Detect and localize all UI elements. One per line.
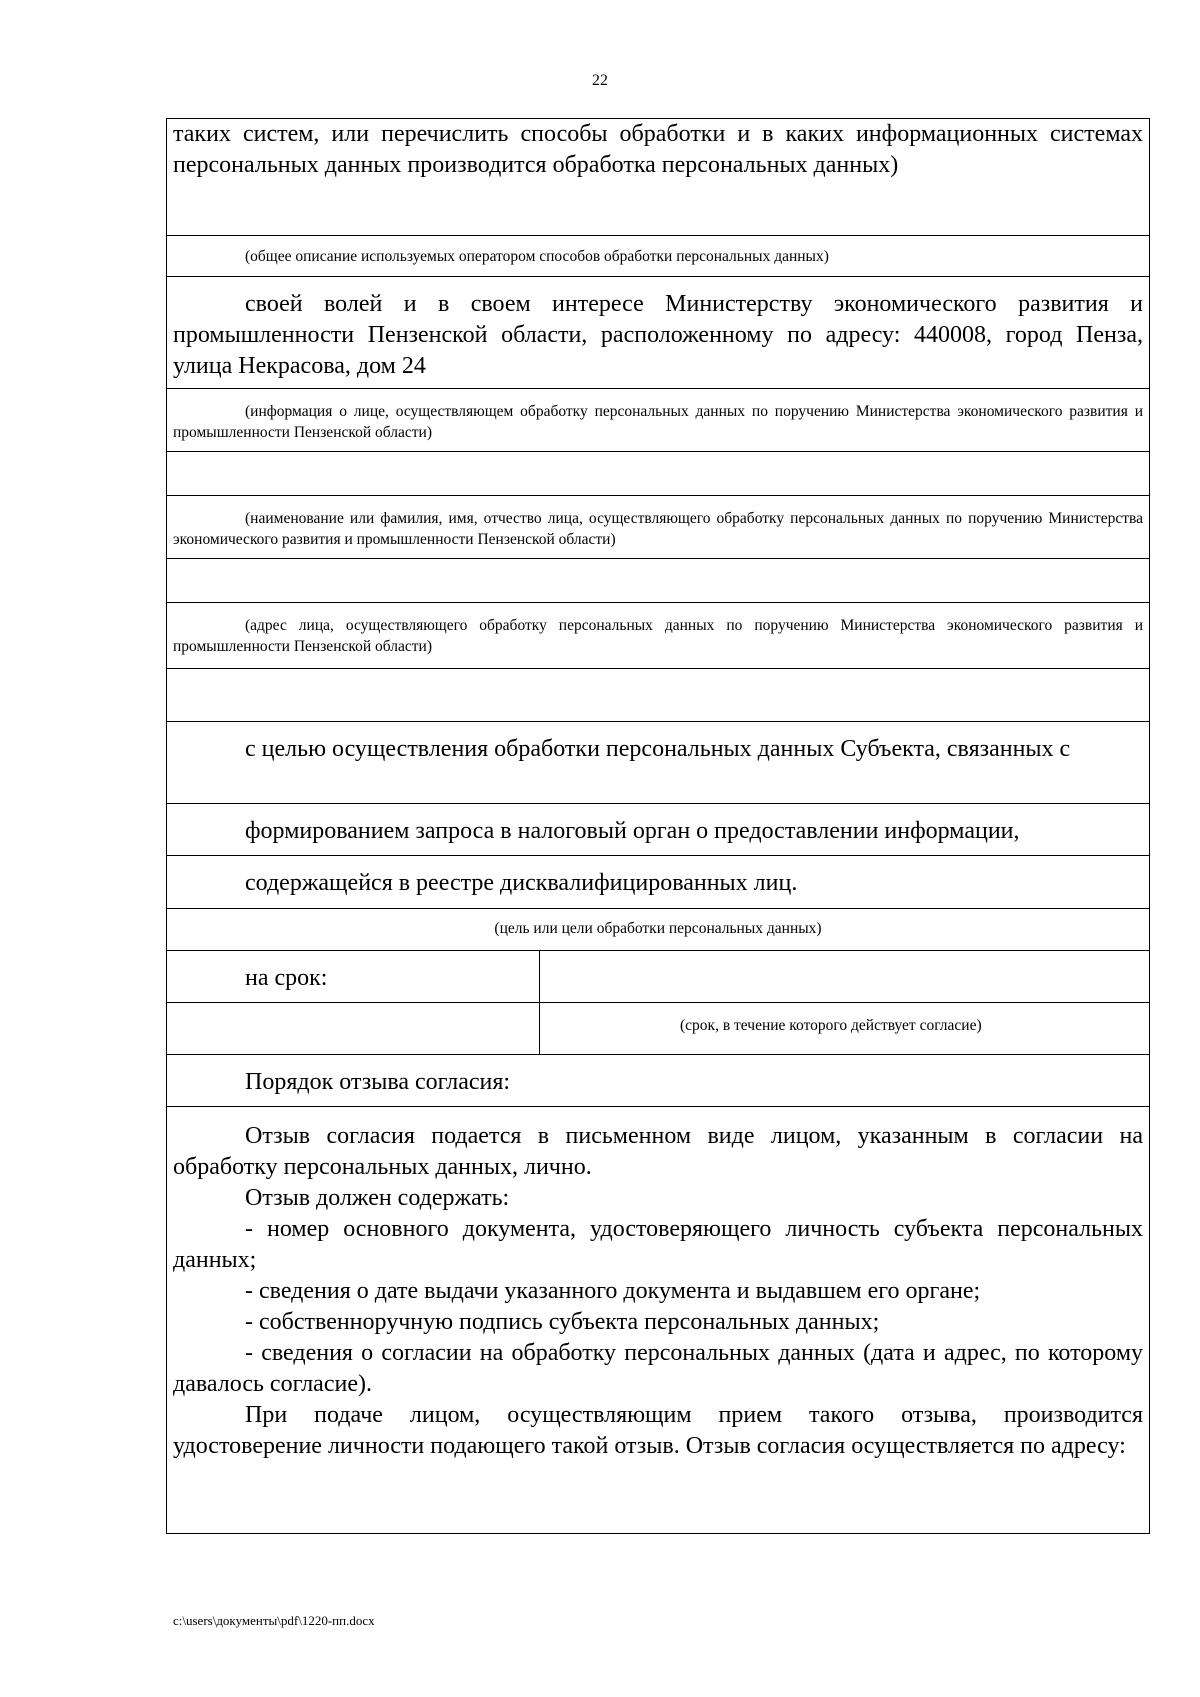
term-caption-row xyxy=(167,1003,1149,1055)
processor-address-field-row xyxy=(167,559,1149,603)
consent-form-table xyxy=(166,118,1150,1534)
withdrawal-procedure-row xyxy=(167,1107,1149,1533)
term-row xyxy=(167,951,1149,1003)
processor-name-caption-row xyxy=(167,496,1149,559)
purpose-intro-row xyxy=(167,722,1149,804)
processor-address-caption-row xyxy=(167,603,1149,669)
processor-info-caption-row xyxy=(167,389,1149,452)
withdrawal-paragraph-1: Отзыв согласия подается в письменном виде лицом, указанным в согласии на обработку персональных данных, лично. xyxy=(173,1123,1143,1180)
purpose-line-2-row xyxy=(167,856,1149,909)
withdrawal-item-document-issue: - сведения о дате выдачи указанного документа и выдавшем его органе; xyxy=(245,1278,981,1304)
processing-methods-row xyxy=(167,119,1149,236)
blank-row xyxy=(167,669,1149,722)
processing-methods-caption: (общее описание используемых оператором способов обработки персональных данных) xyxy=(245,248,829,265)
processor-name-caption: (наименование или фамилия, имя, отчество лица, осуществляющего обработку персональных данных по поручению Министерства экономического развития и промышленности Пензенской области) xyxy=(173,510,1143,548)
purpose-line-2: содержащейся в реестре дисквалифицированных лиц. xyxy=(245,870,798,896)
processor-name-field-row xyxy=(167,452,1149,496)
purpose-line-1: формированием запроса в налоговый орган о предоставлении информации, xyxy=(245,818,1020,844)
purpose-caption-row xyxy=(167,909,1149,951)
term-label-cell xyxy=(167,951,540,1002)
purpose-line-1-row xyxy=(167,804,1149,856)
term-caption: (срок, в течение которого действует согласие) xyxy=(680,1017,982,1034)
footer-file-path: c:\users\документы\pdf\1220-пп.docx xyxy=(173,1613,375,1628)
processing-methods-text: таких систем, или перечислить способы обработки и в каких информационных системах персональных данных производится обработка персональных данных) xyxy=(173,121,1143,178)
term-caption-left-cell xyxy=(167,1003,540,1054)
purpose-caption: (цель или цели обработки персональных данных) xyxy=(494,920,822,937)
withdrawal-heading: Порядок отзыва согласия: xyxy=(245,1069,511,1095)
processor-address-caption: (адрес лица, осуществляющего обработку персональных данных по поручению Министерства экономического развития и промышленности Пензенской области) xyxy=(173,617,1143,655)
operator-row xyxy=(167,277,1149,389)
page-number: 22 xyxy=(592,72,608,89)
operator-text: своей волей и в своем интересе Министерству экономического развития и промышленности Пензенской области, расположенному по адресу: 440008, город Пенза, улица Некрасова, дом 24 xyxy=(173,291,1143,379)
processor-info-caption: (информация о лице, осуществляющем обработку персональных данных по поручению Министерства экономического развития и промышленности Пензенской области) xyxy=(173,403,1143,441)
withdrawal-item-consent-info: - сведения о согласии на обработку персональных данных (дата и адрес, по которому давалось согласие). xyxy=(173,1340,1143,1397)
withdrawal-heading-row xyxy=(167,1055,1149,1107)
term-caption-cell xyxy=(540,1003,1149,1054)
term-label: на срок: xyxy=(245,965,328,991)
processing-methods-caption-row xyxy=(167,236,1149,277)
purpose-intro-text: с целью осуществления обработки персональных данных Субъекта, связанных с xyxy=(245,736,1071,762)
withdrawal-paragraph-2: Отзыв должен содержать: xyxy=(245,1185,510,1211)
withdrawal-paragraph-identity: При подаче лицом, осуществляющим прием такого отзыва, производится удостоверение личности подающего такой отзыв. Отзыв согласия осуществляется по адресу: xyxy=(173,1402,1143,1459)
withdrawal-item-document-number: - номер основного документа, удостоверяющего личность субъекта персональных данных; xyxy=(173,1216,1143,1273)
term-value-cell xyxy=(540,951,1149,1002)
withdrawal-item-signature: - собственноручную подпись субъекта персональных данных; xyxy=(245,1309,880,1335)
